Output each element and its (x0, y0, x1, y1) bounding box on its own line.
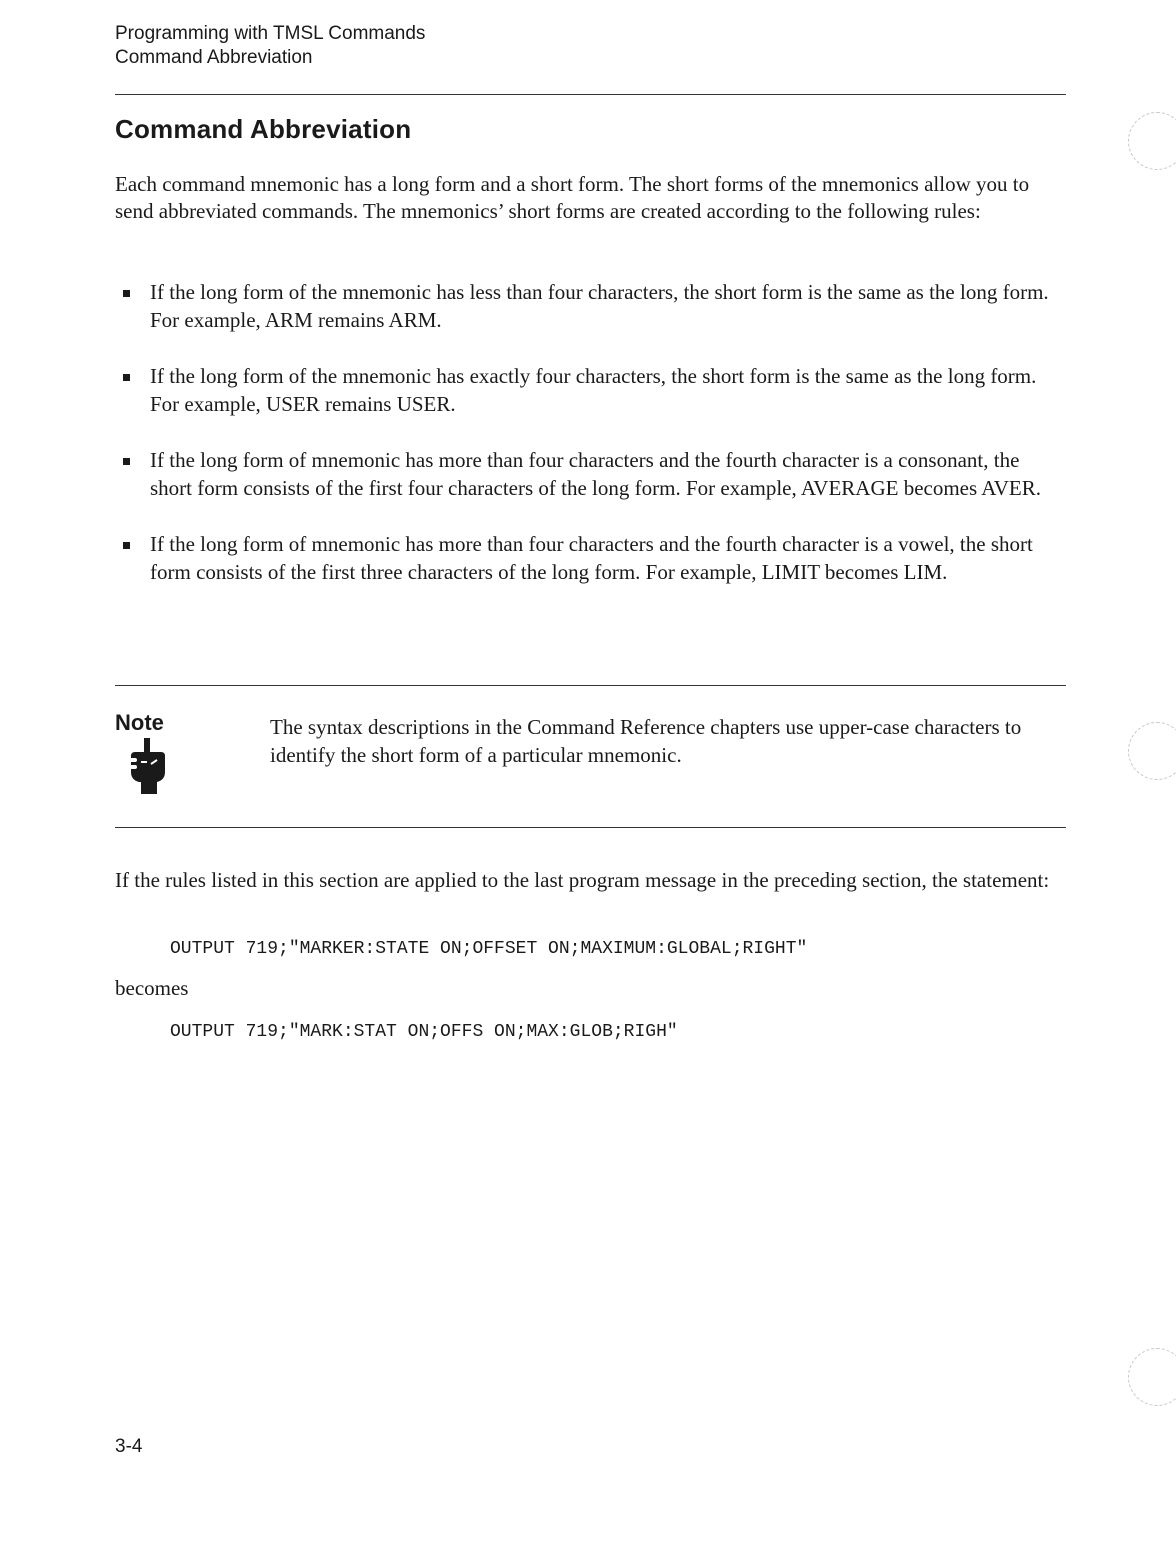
rule-item-1 (115, 278, 1065, 334)
rules-list (115, 278, 1065, 614)
square-bullet-icon (123, 542, 130, 549)
rule-text: If the long form of mnemonic has more than four characters and the fourth character is a vowel, the short form consists of the first three characters of the long form. For example, LIMIT becomes LIM. (150, 532, 1033, 584)
rule-text: If the long form of the mnemonic has exactly four characters, the short form is the same as the long form. For example, USER remains USER. (150, 364, 1037, 416)
code-long-form: OUTPUT 719;"MARKER:STATE ON;OFFSET ON;MAXIMUM:GLOBAL;RIGHT" (170, 939, 808, 959)
note-label: Note (115, 710, 164, 735)
running-header-section: Command Abbreviation (115, 47, 313, 68)
punch-hole-mark (1128, 722, 1176, 780)
rule-text: If the long form of mnemonic has more than four characters and the fourth character is a consonant, the short form consists of the first four characters of the long form. For example, AVERAGE becomes AVER. (150, 448, 1041, 500)
running-header (115, 22, 425, 70)
becomes-label: becomes (115, 976, 189, 1000)
punch-hole-mark (1128, 1348, 1176, 1406)
rule-item-3 (115, 446, 1065, 502)
running-header-chapter: Programming with TMSL Commands (115, 23, 426, 44)
square-bullet-icon (123, 374, 130, 381)
header-divider (115, 94, 1066, 95)
pointing-hand-icon (127, 738, 171, 794)
rule-text: If the long form of the mnemonic has less than four characters, the short form is the same as the long form. For example, ARM remains ARM. (150, 280, 1049, 332)
page-number: 3-4 (115, 1436, 143, 1457)
square-bullet-icon (123, 458, 130, 465)
rule-item-2 (115, 362, 1065, 418)
note-text: The syntax descriptions in the Command Reference chapters use upper-case characters to identify the short form of a particular mnemonic. (270, 715, 1022, 767)
code-short-form: OUTPUT 719;"MARK:STAT ON;OFFS ON;MAX:GLOB;RIGH" (170, 1022, 678, 1042)
note-divider-top (115, 685, 1066, 686)
outro-paragraph: If the rules listed in this section are applied to the last program message in the preceding section, the statement: (115, 868, 1050, 892)
punch-hole-mark (1128, 112, 1176, 170)
rule-item-4 (115, 530, 1065, 586)
note-divider-bottom (115, 827, 1066, 828)
section-title: Command Abbreviation (115, 114, 412, 144)
intro-paragraph: Each command mnemonic has a long form and a short form. The short forms of the mnemonics allow you to send abbreviated commands. The mnemonics’ short forms are created according to the following rules: (115, 172, 1030, 223)
square-bullet-icon (123, 290, 130, 297)
